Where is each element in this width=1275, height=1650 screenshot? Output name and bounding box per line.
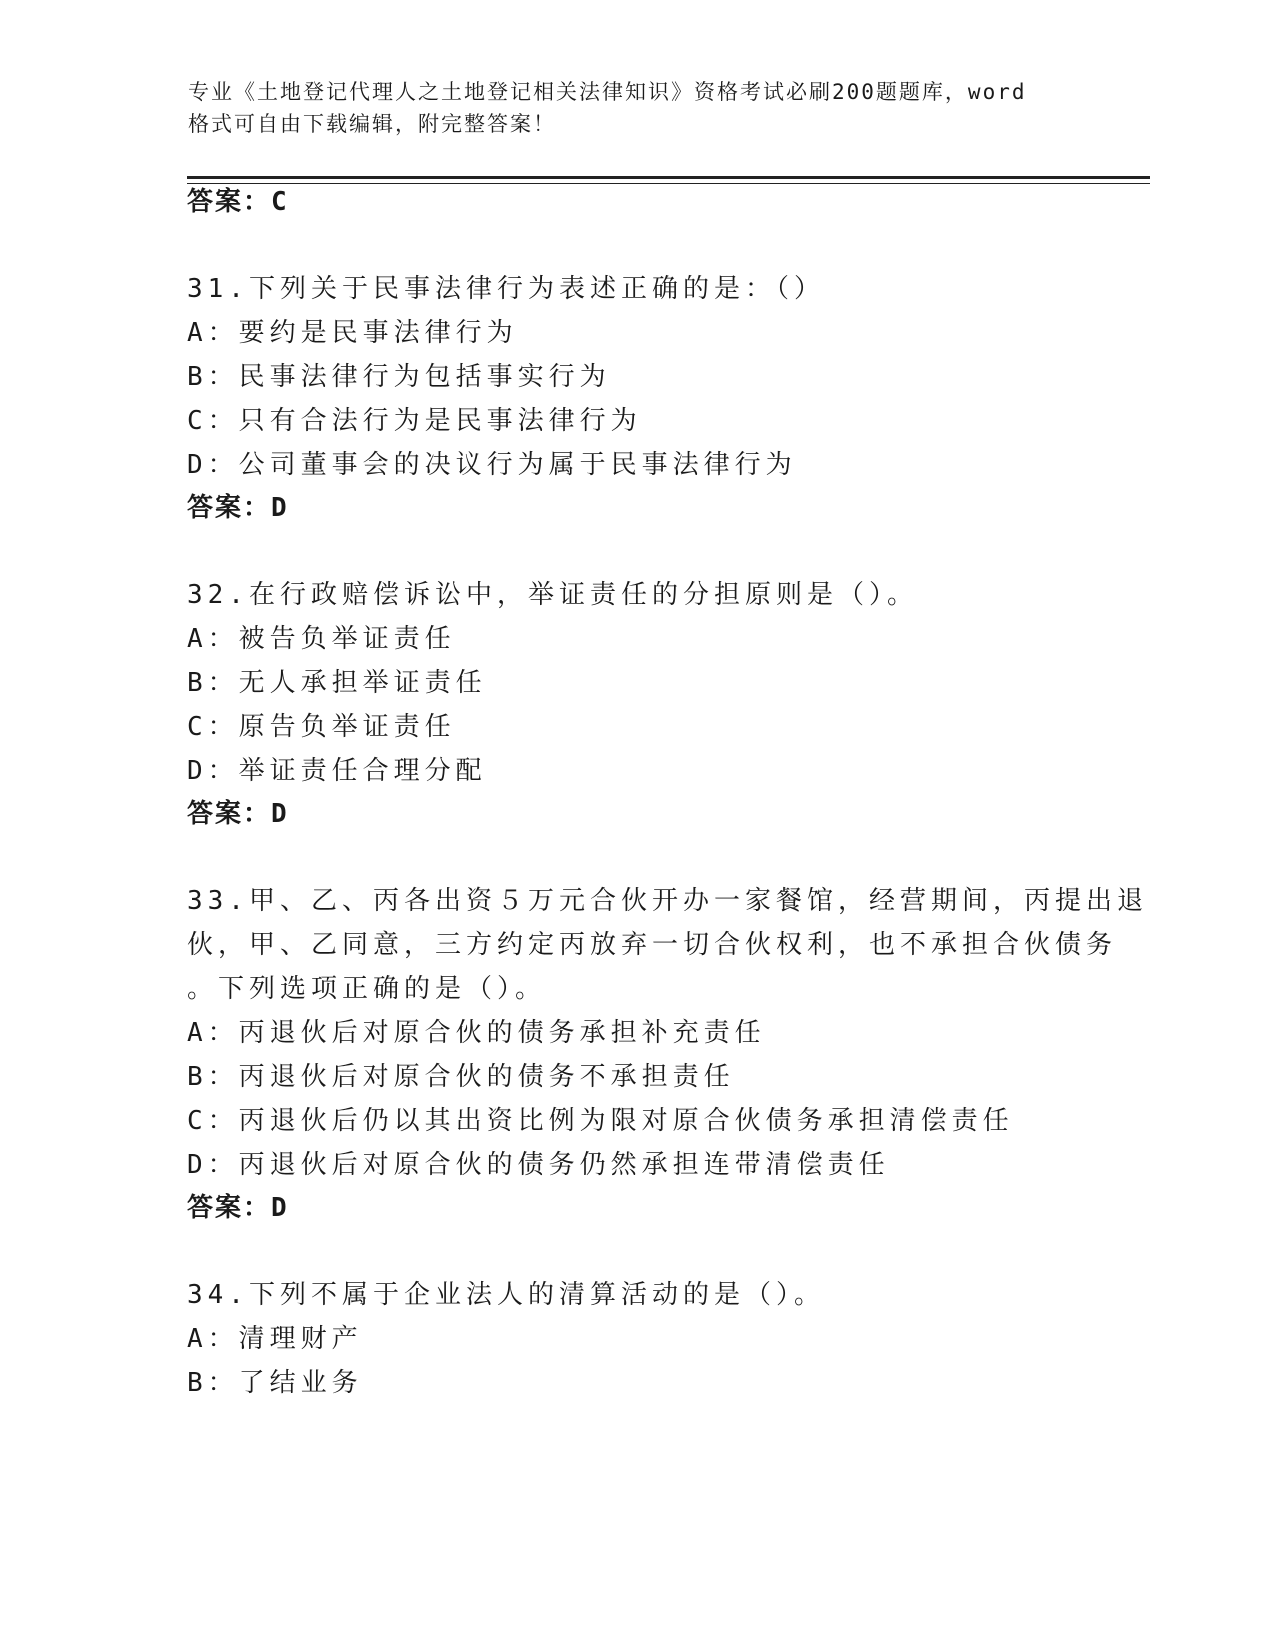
header-title-line-2: 格式可自由下载编辑，附完整答案！ (188, 112, 556, 136)
question-32-option-d: D：举证责任合理分配 (187, 756, 487, 786)
question-31-option-c: C：只有合法行为是民事法律行为 (187, 406, 642, 436)
header-rule-thin (187, 183, 1150, 184)
question-32-option-c: C：原告负举证责任 (187, 712, 456, 742)
question-31-option-b: B：民事法律行为包括事实行为 (187, 362, 611, 392)
header-rule-thick (187, 176, 1150, 179)
answer-q32: 答案：D (187, 799, 289, 829)
question-33-option-a: A：丙退伙后对原合伙的债务承担补充责任 (187, 1018, 766, 1048)
question-31-text: 31.下列关于民事法律行为表述正确的是：（） (187, 274, 825, 304)
question-34-text: 34.下列不属于企业法人的清算活动的是（）。 (187, 1280, 825, 1310)
question-34-option-a: A：清理财产 (187, 1324, 363, 1354)
header-title-line-1: 专业《土地登记代理人之土地登记相关法律知识》资格考试必刷200题题库，word (188, 80, 1027, 104)
answer-q31: 答案：D (187, 493, 289, 523)
question-31-option-d: D：公司董事会的决议行为属于民事法律行为 (187, 450, 797, 480)
question-33-option-d: D：丙退伙后对原合伙的债务仍然承担连带清偿责任 (187, 1150, 890, 1180)
question-33-text-line-1: 33.甲、乙、丙各出资５万元合伙开办一家餐馆，经营期间，丙提出退 (187, 886, 1148, 916)
question-33-text-line-3: 。下列选项正确的是（）。 (187, 974, 547, 1004)
question-34-option-b: B：了结业务 (187, 1368, 363, 1398)
question-33-option-b: B：丙退伙后对原合伙的债务不承担责任 (187, 1062, 735, 1092)
question-32-option-a: A：被告负举证责任 (187, 624, 456, 654)
question-32-text: 32.在行政赔偿诉讼中，举证责任的分担原则是（）。 (187, 580, 918, 610)
answer-q30: 答案：C (187, 187, 289, 217)
question-31-option-a: A：要约是民事法律行为 (187, 318, 518, 348)
answer-q33: 答案：D (187, 1193, 289, 1223)
question-32-option-b: B：无人承担举证责任 (187, 668, 487, 698)
question-33-text-line-2: 伙，甲、乙同意，三方约定丙放弃一切合伙权利，也不承担合伙债务 (187, 930, 1118, 960)
question-33-option-c: C：丙退伙后仍以其出资比例为限对原合伙债务承担清偿责任 (187, 1106, 1014, 1136)
